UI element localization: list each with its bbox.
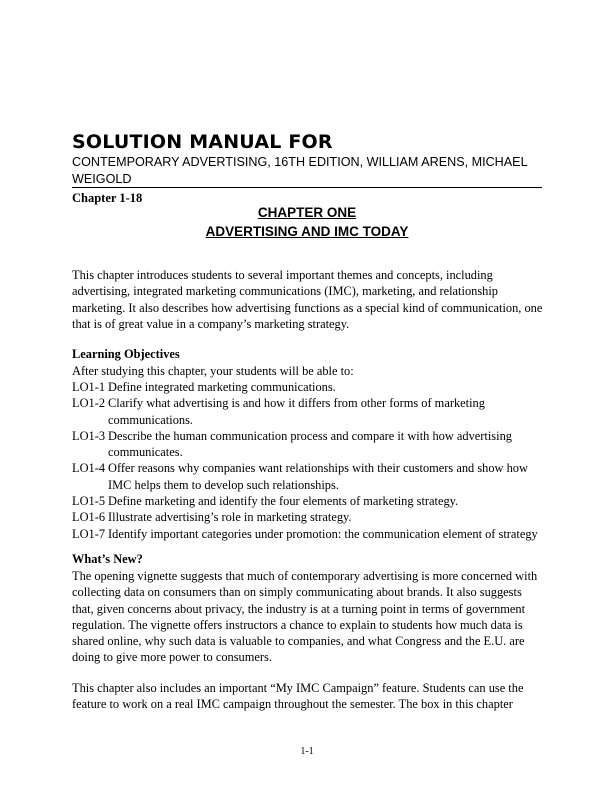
objective-code: LO1-3 [72, 428, 106, 443]
learning-objective-item [72, 509, 542, 525]
objective-text: Describe the human communication process and compare it with how advertising communicates. [108, 428, 512, 460]
learning-objectives-list [72, 379, 542, 542]
learning-objective-item [72, 395, 542, 428]
book-subtitle: CONTEMPORARY ADVERTISING, 16TH EDITION, WILLIAM ARENS, MICHAEL WEIGOLD [72, 155, 528, 186]
objective-code: LO1-1 [72, 380, 106, 394]
objective-code: LO1-7 [72, 526, 106, 541]
page-number: 1-1 [300, 746, 314, 757]
objective-text: Clarify what advertising is and how it differs from other forms of marketing communications. [108, 396, 485, 427]
objective-text: Define integrated marketing communications. [108, 380, 336, 394]
objective-text: Illustrate advertising’s role in marketing strategy. [108, 510, 352, 525]
whats-new-heading: What’s New? [72, 552, 143, 566]
imc-campaign-paragraph: This chapter also includes an important “My IMC Campaign” feature. Students can use the feature to work on a real IMC campaign throughout the semester. The box in this chapter [72, 681, 524, 712]
manual-title: SOLUTION MANUAL FOR [72, 131, 333, 153]
learning-objective-item [72, 526, 542, 542]
learning-objectives-heading: Learning Objectives [72, 347, 180, 361]
objective-code: LO1-4 [72, 461, 106, 476]
objective-code: LO1-6 [72, 510, 106, 525]
chapter-range: Chapter 1-18 [72, 191, 143, 205]
learning-objectives-intro: After studying this chapter, your students will be able to: [72, 364, 354, 378]
objective-code: LO1-2 [72, 396, 106, 411]
learning-objective-item [72, 493, 542, 509]
learning-objective-item [72, 460, 542, 493]
learning-objective-item [72, 379, 542, 395]
objective-text: Define marketing and identify the four elements of marketing strategy. [108, 494, 459, 509]
whats-new-paragraph: The opening vignette suggests that much of contemporary advertising is more concerned with collecting data on consumers than on simply communicating about brands. It also suggests that, given concerns about privacy, the industry is at a turning point in terms of government regulation. The vignette offers instructors a chance to explain to students how much data is shared online, why such data is valuable to companies, and what Congress and the E.U. are doing to give more power to consumers. [72, 569, 538, 665]
intro-paragraph: This chapter introduces students to several important themes and concepts, including advertising, integrated marketing communications (IMC), marketing, and relationship marketing. It also describes how advertising functions as a special kind of communication, one that is of great value in a company’s marketing strategy. [72, 268, 543, 331]
objective-text: Offer reasons why companies want relationships with their customers and show how IMC helps them to develop such relationships. [108, 461, 528, 492]
objective-text: Identify important categories under promotion: the communication element of strategy [108, 526, 538, 541]
objective-code: LO1-5 [72, 494, 106, 509]
header-divider [72, 187, 542, 188]
learning-objective-item [72, 428, 542, 461]
chapter-number-heading: CHAPTER ONE [257, 205, 357, 220]
chapter-topic-heading: ADVERTISING AND IMC TODAY [205, 224, 409, 239]
